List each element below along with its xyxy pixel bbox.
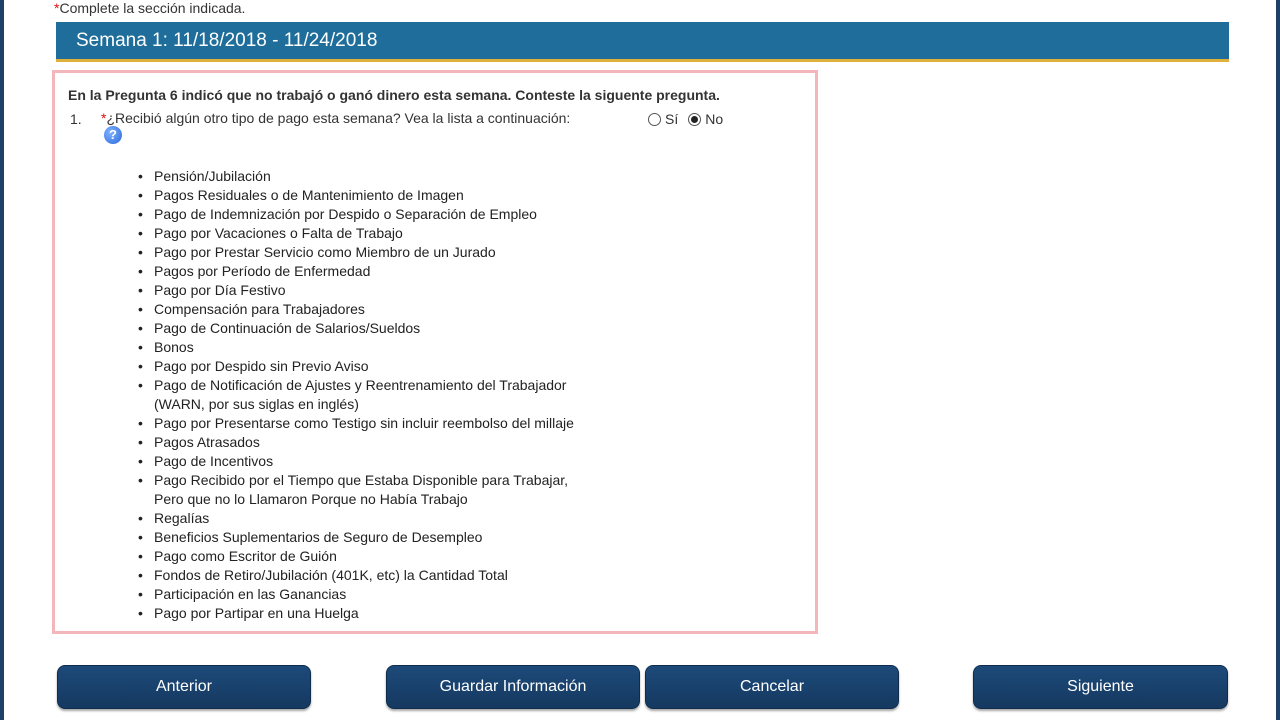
question-instruction: En la Pregunta 6 indicó que no trabajó o ganó dinero esta semana. Conteste la siguente pregunta. bbox=[68, 87, 720, 103]
list-item: • Pago de Indemnización por Despido o Separación de Empleo bbox=[136, 205, 574, 224]
list-item: • Fondos de Retiro/Jubilación (401K, etc) la Cantidad Total bbox=[136, 566, 574, 585]
list-item: • Pagos Residuales o de Mantenimiento de Imagen bbox=[136, 186, 574, 205]
list-item: • Bonos bbox=[136, 338, 574, 357]
list-item: • Pago por Presentarse como Testigo sin incluir reembolso del millaje bbox=[136, 414, 574, 433]
list-item: • Pensión/Jubilación bbox=[136, 167, 574, 186]
list-item: • Pago de Continuación de Salarios/Sueldos bbox=[136, 319, 574, 338]
save-button[interactable]: Guardar Información bbox=[386, 665, 640, 709]
question-label: ¿Recibió algún otro tipo de pago esta semana? Vea la lista a continuación: bbox=[106, 110, 571, 126]
question-required-asterisk: * bbox=[101, 110, 107, 126]
required-note-text: Complete la sección indicada. bbox=[59, 0, 246, 16]
list-item: • Pago de Incentivos bbox=[136, 452, 574, 471]
help-icon[interactable]: ? bbox=[104, 126, 122, 144]
list-item: • Compensación para Trabajadores bbox=[136, 300, 574, 319]
list-item: • Pago como Escritor de Guión bbox=[136, 547, 574, 566]
required-note bbox=[54, 0, 245, 16]
week-header bbox=[56, 22, 1229, 62]
list-item: • Pago por Despido sin Previo Aviso bbox=[136, 357, 574, 376]
left-border bbox=[0, 0, 4, 720]
list-item: • Participación en las Ganancias bbox=[136, 585, 574, 604]
required-asterisk: * bbox=[54, 0, 60, 16]
list-item: • Pago Recibido por el Tiempo que Estaba Disponible para Trabajar, Pero que no lo Llamaron Porque no Había Trabajo bbox=[136, 471, 574, 509]
list-item: • Beneficios Suplementarios de Seguro de Desempleo bbox=[136, 528, 574, 547]
question-number: 1. bbox=[70, 111, 82, 127]
next-button[interactable]: Siguiente bbox=[973, 665, 1228, 709]
previous-button[interactable]: Anterior bbox=[57, 665, 311, 709]
right-border bbox=[1276, 0, 1280, 720]
payment-type-list bbox=[136, 167, 574, 623]
list-item: • Pago por Prestar Servicio como Miembro de un Jurado bbox=[136, 243, 574, 262]
radio-no[interactable] bbox=[688, 113, 701, 126]
list-item: • Pago por Partipar en una Huelga bbox=[136, 604, 574, 623]
question-text bbox=[101, 110, 570, 126]
radio-yes[interactable] bbox=[648, 113, 661, 126]
list-item: • Pagos por Período de Enfermedad bbox=[136, 262, 574, 281]
radio-no-label[interactable]: No bbox=[705, 111, 724, 127]
list-item: • Pago de Notificación de Ajustes y Reentrenamiento del Trabajador (WARN, por sus siglas en inglés) bbox=[136, 376, 574, 414]
week-title: Semana 1: 11/18/2018 - 11/24/2018 bbox=[76, 29, 378, 51]
list-item: • Pago por Vacaciones o Falta de Trabajo bbox=[136, 224, 574, 243]
radio-yes-label[interactable]: Sí bbox=[665, 111, 679, 127]
cancel-button[interactable]: Cancelar bbox=[645, 665, 899, 709]
list-item: • Regalías bbox=[136, 509, 574, 528]
question-box bbox=[52, 70, 818, 634]
list-item: • Pago por Día Festivo bbox=[136, 281, 574, 300]
answer-radio-group bbox=[648, 111, 733, 127]
list-item: • Pagos Atrasados bbox=[136, 433, 574, 452]
